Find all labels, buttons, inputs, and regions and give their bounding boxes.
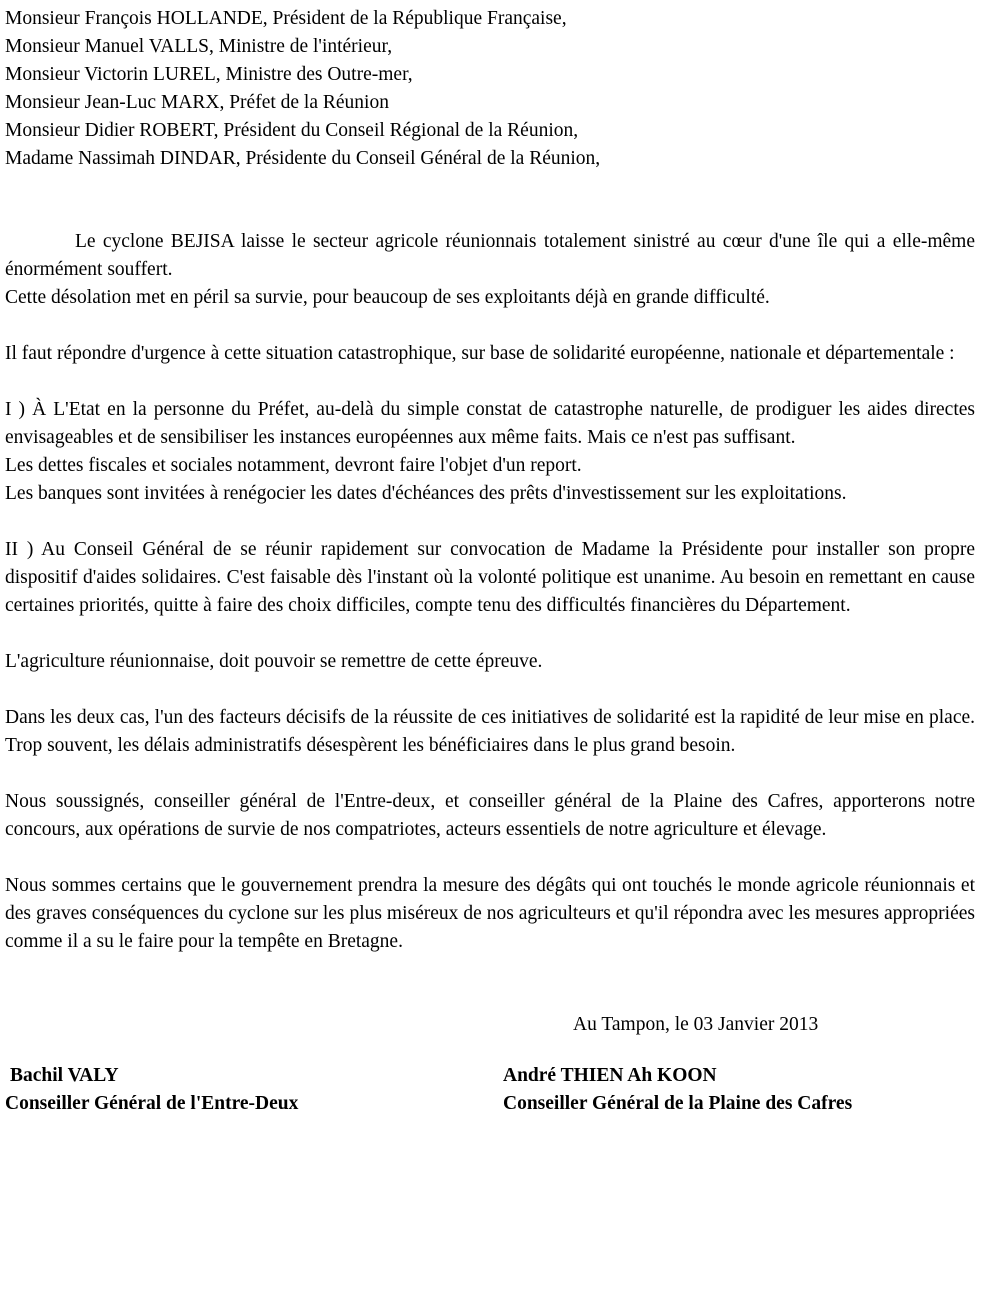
paragraph-desolation: Cette désolation met en péril sa survie, pour beaucoup de ses exploitants déjà en grande difficulté. [5, 287, 770, 308]
paragraph-section-2-conseil-general: II ) Au Conseil Général de se réunir rapidement sur convocation de Madame la Présidente pour installer son propre dispositif d'aides solidaires. C'est faisable dès l'instant où la volonté politique est unanime. Au besoin en remettant en cause certaines priorités, quitte à faire des choix difficiles, compte tenu des difficultés financières du Département. [5, 539, 975, 616]
paragraph-banques: Les banques sont invitées à renégocier les dates d'échéances des prêts d'investissement sur les exploitations. [5, 483, 847, 504]
recipient-line-valls: Monsieur Manuel VALLS, Ministre de l'intérieur, [5, 36, 393, 57]
paragraph-agriculture: L'agriculture réunionnaise, doit pouvoir se remettre de cette épreuve. [5, 651, 543, 672]
signatory-title-thien-ah-koon: Conseiller Général de la Plaine des Cafres [503, 1093, 853, 1114]
recipient-line-dindar: Madame Nassimah DINDAR, Présidente du Conseil Général de la Réunion, [5, 148, 601, 169]
signatory-name-thien-ah-koon: André THIEN Ah KOON [503, 1065, 717, 1086]
paragraph-rapidite: Dans les deux cas, l'un des facteurs décisifs de la réussite de ces initiatives de solidarité est la rapidité de leur mise en place. Trop souvent, les délais administratifs désespèrent les bénéficiaires dans le plus grand besoin. [5, 707, 975, 756]
recipient-list [5, 5, 975, 173]
recipient-line-robert: Monsieur Didier ROBERT, Président du Conseil Régional de la Réunion, [5, 120, 579, 141]
signatory-name-valy: Bachil VALY [10, 1065, 119, 1086]
signature-right [503, 1062, 975, 1118]
recipient-line-marx: Monsieur Jean-Luc MARX, Préfet de la Réunion [5, 92, 389, 113]
dateline: Au Tampon, le 03 Janvier 2013 [573, 1014, 819, 1035]
paragraph-soussignes: Nous soussignés, conseiller général de l'Entre-deux, et conseiller général de la Plaine des Cafres, apporterons notre concours, aux opérations de survie de nos compatriotes, acteurs essentiels de notre agriculture et élevage. [5, 791, 975, 840]
signature-block [5, 1062, 975, 1118]
paragraph-dettes: Les dettes fiscales et sociales notamment, devront faire l'objet d'un report. [5, 455, 582, 476]
paragraph-cyclone-intro: Le cyclone BEJISA laisse le secteur agricole réunionnais totalement sinistré au cœur d'une île qui a elle-même énormément souffert. [5, 231, 975, 280]
paragraph-section-1-etat: I ) À L'Etat en la personne du Préfet, au-delà du simple constat de catastrophe naturelle, de prodiguer les aides directes envisageables et de sensibiliser les instances européennes aux même faits. Mais ce n'est pas suffisant. [5, 399, 975, 448]
signature-left [5, 1062, 503, 1118]
recipient-line-hollande: Monsieur François HOLLANDE, Président de la République Française, [5, 8, 567, 29]
letter-body [5, 228, 975, 956]
recipient-line-lurel: Monsieur Victorin LUREL, Ministre des Outre-mer, [5, 64, 413, 85]
paragraph-gouvernement: Nous sommes certains que le gouvernement prendra la mesure des dégâts qui ont touchés le monde agricole réunionnais et des graves conséquences du cyclone sur les plus miséreux de nos agriculteurs et qu'il répondra avec les mesures appropriées comme il a su le faire pour la tempête en Bretagne. [5, 875, 975, 952]
signatory-title-valy: Conseiller Général de l'Entre-Deux [5, 1093, 299, 1114]
paragraph-urgence: Il faut répondre d'urgence à cette situation catastrophique, sur base de solidarité européenne, nationale et départementale : [5, 343, 955, 364]
